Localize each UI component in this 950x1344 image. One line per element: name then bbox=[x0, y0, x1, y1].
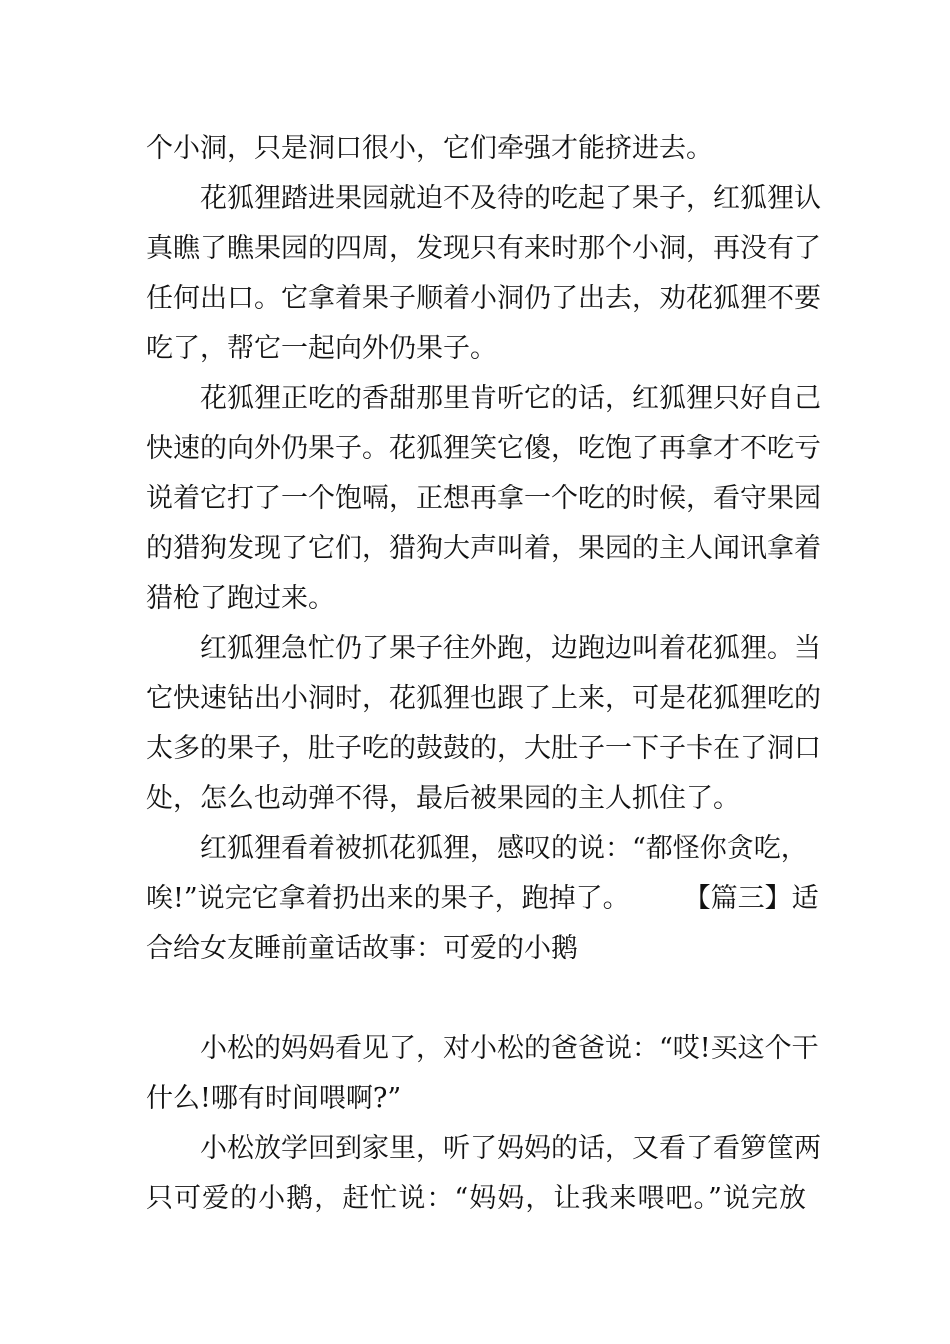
text-line: 吃了，帮它一起向外仍果子。 bbox=[146, 333, 497, 364]
paragraph-start-line: 小松的妈妈看见了，对小松的爸爸说：“哎!买这个干 bbox=[200, 1033, 819, 1064]
text-line: 说着它打了一个饱嗝，正想再拿一个吃的时候，看守果园 bbox=[146, 483, 821, 514]
text-line: 快速的向外仍果子。花狐狸笑它傻，吃饱了再拿才不吃亏 bbox=[146, 433, 821, 464]
text-line: 个小洞，只是洞口很小，它们牵强才能挤进去。 bbox=[146, 133, 713, 164]
text-line: 它快速钻出小洞时，花狐狸也跟了上来，可是花狐狸吃的 bbox=[146, 683, 821, 714]
section-heading-line: 合给女友睡前童话故事：可爱的小鹅 bbox=[146, 933, 578, 964]
text-line: 什么!哪有时间喂啊?” bbox=[146, 1083, 402, 1114]
text-line: 唉!”说完它拿着扔出来的果子，跑掉了。 【篇三】适 bbox=[146, 883, 819, 914]
paragraph-gap bbox=[146, 974, 806, 1024]
text-line: 猎枪了跑过来。 bbox=[146, 583, 335, 614]
text-line: 只可爱的小鹅，赶忙说：“妈妈，让我来喂吧。”说完放 bbox=[146, 1183, 806, 1214]
paragraph-start-line: 红狐狸看着被抓花狐狸，感叹的说：“都怪你贪吃， bbox=[200, 833, 808, 864]
paragraph-start-line: 花狐狸正吃的香甜那里肯听它的话，红狐狸只好自己 bbox=[200, 383, 821, 414]
paragraph-start-line: 花狐狸踏进果园就迫不及待的吃起了果子，红狐狸认 bbox=[200, 183, 821, 214]
paragraph-start-line: 红狐狸急忙仍了果子往外跑，边跑边叫着花狐狸。当 bbox=[200, 633, 821, 664]
story-text bbox=[146, 124, 821, 1224]
text-line: 任何出口。它拿着果子顺着小洞仍了出去，劝花狐狸不要 bbox=[146, 283, 821, 314]
text-line: 真瞧了瞧果园的四周，发现只有来时那个小洞，再没有了 bbox=[146, 233, 821, 264]
paragraph-start-line: 小松放学回到家里，听了妈妈的话，又看了看箩筐两 bbox=[200, 1133, 821, 1164]
text-line: 处，怎么也动弹不得，最后被果园的主人抓住了。 bbox=[146, 783, 740, 814]
text-line: 太多的果子，肚子吃的鼓鼓的，大肚子一下子卡在了洞口 bbox=[146, 733, 821, 764]
text-line: 的猎狗发现了它们，猎狗大声叫着，果园的主人闻讯拿着 bbox=[146, 533, 821, 564]
